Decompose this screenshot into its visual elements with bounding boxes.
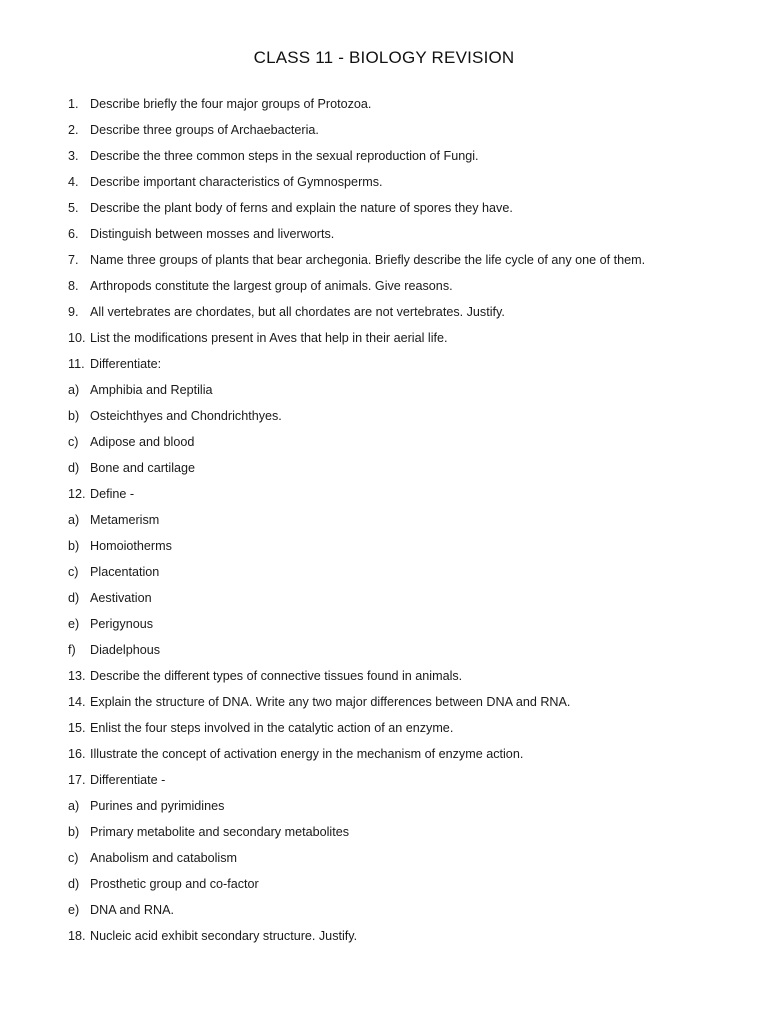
- question-list: [68, 94, 728, 952]
- question-item: [68, 328, 728, 354]
- sub-question-item: [68, 510, 728, 536]
- item-marker: 7.: [68, 253, 79, 267]
- item-text: Placentation: [90, 565, 160, 579]
- sub-question-item: [68, 796, 728, 822]
- sub-question-item: [68, 640, 728, 666]
- item-marker: 4.: [68, 175, 79, 189]
- item-text: Prosthetic group and co-factor: [90, 877, 259, 891]
- question-item: [68, 770, 728, 796]
- item-text: Differentiate:: [90, 357, 162, 371]
- item-marker: e): [68, 617, 80, 631]
- item-text: Name three groups of plants that bear archegonia. Briefly describe the life cycle of any one of them.: [90, 253, 646, 267]
- item-text: Enlist the four steps involved in the catalytic action of an enzyme.: [90, 721, 454, 735]
- item-text: Adipose and blood: [90, 435, 195, 449]
- item-marker: c): [68, 435, 79, 449]
- item-text: Define -: [90, 487, 135, 501]
- question-item: [68, 250, 728, 276]
- sub-question-item: [68, 432, 728, 458]
- item-text: Metamerism: [90, 513, 160, 527]
- item-text: Describe briefly the four major groups of Protozoa.: [90, 97, 372, 111]
- item-text: Amphibia and Reptilia: [90, 383, 213, 397]
- sub-question-item: [68, 380, 728, 406]
- item-text: Anabolism and catabolism: [90, 851, 238, 865]
- item-marker: b): [68, 409, 80, 423]
- item-marker: 15.: [68, 721, 86, 735]
- question-item: [68, 224, 728, 250]
- item-marker: 1.: [68, 97, 79, 111]
- item-marker: d): [68, 877, 80, 891]
- question-item: [68, 692, 728, 718]
- item-marker: 17.: [68, 773, 86, 787]
- item-text: Primary metabolite and secondary metabolites: [90, 825, 349, 839]
- sub-question-item: [68, 536, 728, 562]
- item-text: Describe the three common steps in the sexual reproduction of Fungi.: [90, 149, 479, 163]
- item-text: DNA and RNA.: [90, 903, 174, 917]
- item-text: Diadelphous: [90, 643, 161, 657]
- item-text: Describe the plant body of ferns and explain the nature of spores they have.: [90, 201, 513, 215]
- item-marker: b): [68, 539, 80, 553]
- item-marker: 2.: [68, 123, 79, 137]
- item-marker: d): [68, 591, 80, 605]
- item-marker: 13.: [68, 669, 86, 683]
- item-text: Arthropods constitute the largest group of animals. Give reasons.: [90, 279, 453, 293]
- item-text: Differentiate -: [90, 773, 166, 787]
- item-text: Purines and pyrimidines: [90, 799, 225, 813]
- sub-question-item: [68, 406, 728, 432]
- item-marker: c): [68, 851, 79, 865]
- item-text: Distinguish between mosses and liverworts.: [90, 227, 335, 241]
- sub-question-item: [68, 562, 728, 588]
- item-marker: d): [68, 461, 80, 475]
- question-item: [68, 718, 728, 744]
- question-item: [68, 354, 728, 380]
- question-item: [68, 744, 728, 770]
- document-title: CLASS 11 - BIOLOGY REVISION: [253, 48, 515, 67]
- item-marker: c): [68, 565, 79, 579]
- item-text: Explain the structure of DNA. Write any two major differences between DNA and RNA.: [90, 695, 571, 709]
- item-text: Homoiotherms: [90, 539, 172, 553]
- item-marker: a): [68, 799, 80, 813]
- sub-question-item: [68, 900, 728, 926]
- item-marker: 9.: [68, 305, 79, 319]
- item-text: Perigynous: [90, 617, 154, 631]
- sub-question-item: [68, 588, 728, 614]
- item-marker: a): [68, 383, 80, 397]
- item-text: Nucleic acid exhibit secondary structure. Justify.: [90, 929, 358, 943]
- item-text: Illustrate the concept of activation energy in the mechanism of enzyme action.: [90, 747, 524, 761]
- item-text: Bone and cartilage: [90, 461, 196, 475]
- question-item: [68, 120, 728, 146]
- question-item: [68, 484, 728, 510]
- item-marker: 5.: [68, 201, 79, 215]
- item-marker: 11.: [68, 357, 85, 371]
- item-marker: 3.: [68, 149, 79, 163]
- item-marker: 16.: [68, 747, 86, 761]
- question-item: [68, 302, 728, 328]
- item-marker: 10.: [68, 331, 86, 345]
- question-item: [68, 94, 728, 120]
- item-text: Aestivation: [90, 591, 152, 605]
- item-marker: 18.: [68, 929, 86, 943]
- question-item: [68, 172, 728, 198]
- item-text: Describe important characteristics of Gymnosperms.: [90, 175, 383, 189]
- question-item: [68, 146, 728, 172]
- item-marker: b): [68, 825, 80, 839]
- item-marker: f): [68, 643, 76, 657]
- sub-question-item: [68, 614, 728, 640]
- item-marker: e): [68, 903, 80, 917]
- question-item: [68, 198, 728, 224]
- item-text: Describe the different types of connective tissues found in animals.: [90, 669, 463, 683]
- question-item: [68, 926, 728, 952]
- item-marker: 12.: [68, 487, 86, 501]
- sub-question-item: [68, 822, 728, 848]
- question-item: [68, 276, 728, 302]
- item-marker: a): [68, 513, 80, 527]
- sub-question-item: [68, 848, 728, 874]
- item-text: List the modifications present in Aves that help in their aerial life.: [90, 331, 448, 345]
- item-marker: 8.: [68, 279, 79, 293]
- sub-question-item: [68, 874, 728, 900]
- item-text: All vertebrates are chordates, but all chordates are not vertebrates. Justify.: [90, 305, 505, 319]
- item-text: Describe three groups of Archaebacteria.: [90, 123, 319, 137]
- sub-question-item: [68, 458, 728, 484]
- item-marker: 14.: [68, 695, 86, 709]
- question-item: [68, 666, 728, 692]
- item-text: Osteichthyes and Chondrichthyes.: [90, 409, 282, 423]
- item-marker: 6.: [68, 227, 79, 241]
